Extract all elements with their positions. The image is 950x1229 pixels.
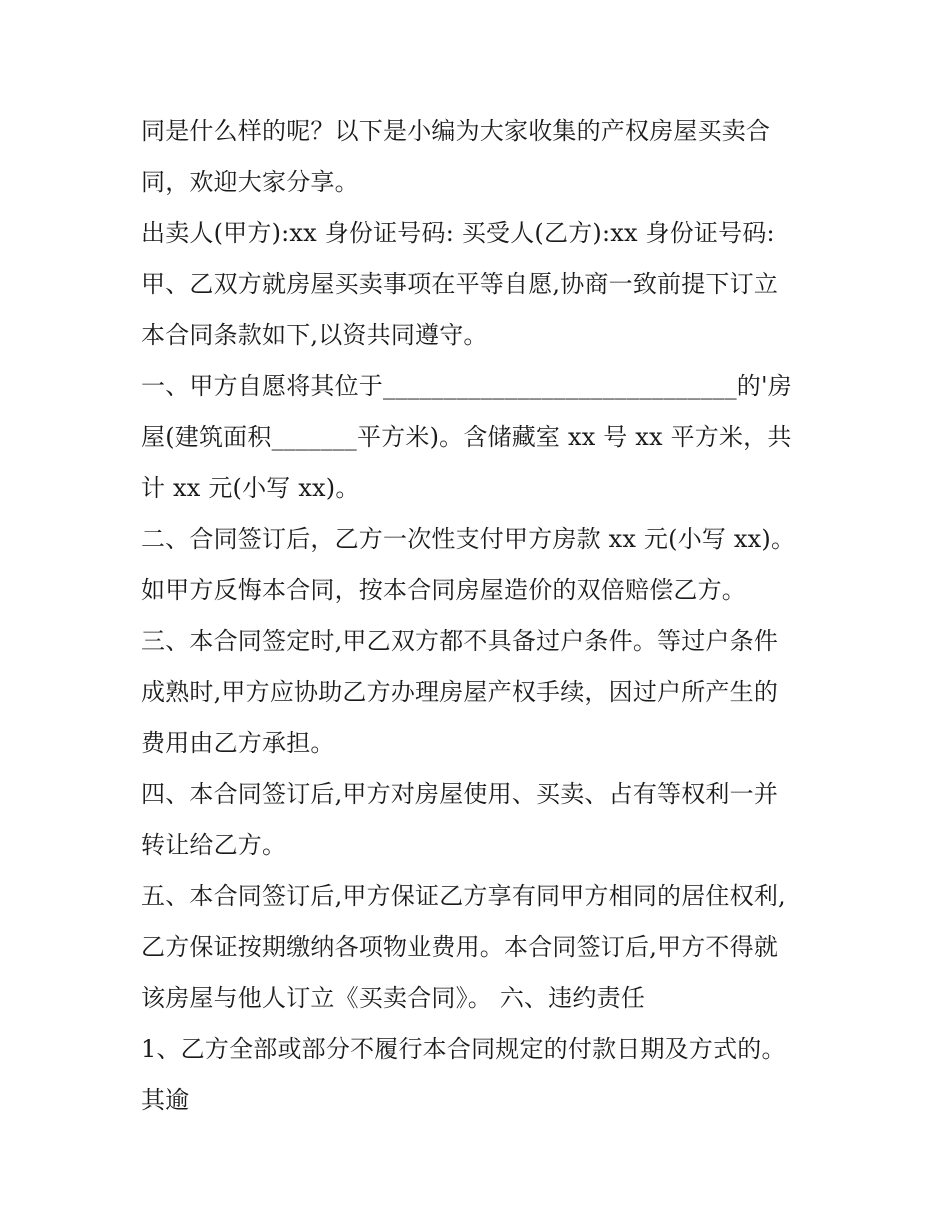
text-line: 四、本合同签订后,甲方对房屋使用、买卖、占有等权利一并	[141, 780, 779, 808]
text-line: 计 xx 元(小写 xx)。	[141, 474, 360, 502]
text-line: 1、乙方全部或部分不履行本合同规定的付款日期及方式的。	[141, 1035, 786, 1063]
text-line: 转让给乙方。	[141, 831, 287, 859]
text-line: 本合同条款如下,以资共同遵守。	[141, 321, 488, 349]
text-line: 费用由乙方承担。	[141, 729, 335, 757]
text-line: 出卖人(甲方):xx 身份证号码: 买受人(乙方):xx 身份证号码:	[141, 219, 775, 247]
text-line: 三、本合同签定时,甲乙双方都不具备过户条件。等过户条件	[141, 627, 779, 655]
text-line: 同，欢迎大家分享。	[141, 168, 359, 196]
text-line: 成熟时,甲方应协助乙方办理房屋产权手续，因过户所产生的	[141, 678, 779, 706]
text-line: 一、甲方自愿将其位于_____________________________的'房	[141, 372, 792, 400]
text-line: 甲、乙双方就房屋买卖事项在平等自愿,协商一致前提下订立	[141, 270, 779, 298]
text-line: 该房屋与他人订立《买卖合同》。 六、违约责任	[141, 984, 646, 1012]
text-line: 二、合同签订后，乙方一次性支付甲方房款 xx 元(小写 xx)。	[141, 525, 796, 553]
text-line: 五、本合同签订后,甲方保证乙方享有同甲方相同的居住权利,	[141, 882, 786, 910]
text-line: 屋(建筑面积_______平方米)。含储藏室 xx 号 xx 平方米，共	[141, 423, 792, 451]
text-line: 如甲方反悔本合同，按本合同房屋造价的双倍赔偿乙方。	[141, 576, 746, 604]
document-body	[141, 106, 821, 1126]
text-line: 同是什么样的呢？以下是小编为大家收集的产权房屋买卖合	[141, 117, 771, 145]
text-line: 乙方保证按期缴纳各项物业费用。本合同签订后,甲方不得就	[141, 933, 779, 961]
text-line: 其逾	[141, 1086, 190, 1114]
